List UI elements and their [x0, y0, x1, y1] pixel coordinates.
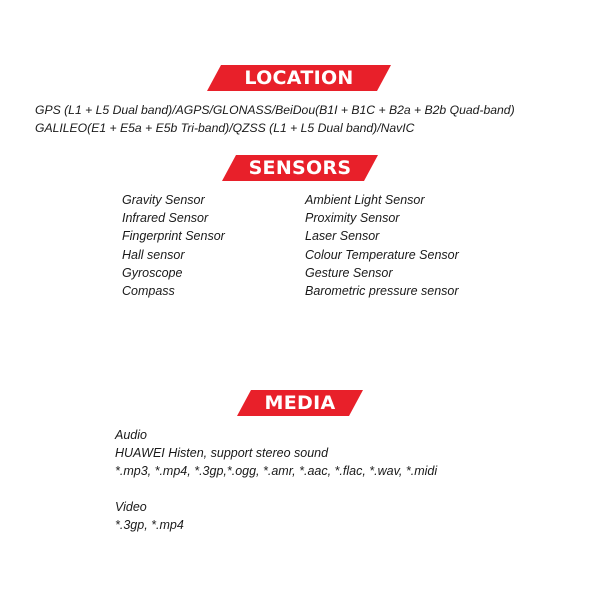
audio-label: Audio — [115, 428, 147, 442]
sensors-left-list — [122, 191, 225, 300]
audio-line-1: HUAWEI Histen, support stereo sound — [115, 446, 329, 460]
sensors-heading-banner — [222, 155, 378, 181]
media-text — [115, 426, 437, 534]
sensors-right-list — [305, 191, 459, 300]
sensor-item: Ambient Light Sensor — [305, 193, 425, 207]
sensor-item: Proximity Sensor — [305, 211, 400, 226]
location-heading: LOCATION — [244, 67, 354, 89]
sensor-item: Gyroscope — [122, 265, 183, 280]
media-heading: MEDIA — [264, 392, 336, 414]
media-heading-banner — [237, 390, 363, 416]
location-line-1: GPS (L1 + L5 Dual band)/AGPS/GLONASS/BeiDou(B1I + B1C + B2a + B2b Quad-band) — [35, 103, 515, 117]
video-label: Video — [115, 500, 147, 514]
location-text — [35, 101, 515, 137]
sensor-item: Gesture Sensor — [305, 265, 393, 280]
sensor-item: Barometric pressure sensor — [305, 284, 459, 299]
sensors-heading: SENSORS — [248, 157, 352, 179]
video-line-1: *.3gp, *.mp4 — [115, 518, 184, 532]
audio-line-2: *.mp3, *.mp4, *.3gp,*.ogg, *.amr, *.aac, *.flac, *.wav, *.midi — [115, 464, 438, 478]
sensor-item: Infrared Sensor — [122, 211, 209, 226]
sensor-item: Fingerprint Sensor — [122, 229, 225, 244]
sensor-item: Compass — [122, 284, 175, 299]
sensor-item: Laser Sensor — [305, 229, 380, 244]
location-heading-banner — [207, 65, 391, 91]
location-line-2: GALILEO(E1 + E5a + E5b Tri-band)/QZSS (L1 + L5 Dual band)/NavIC — [35, 121, 415, 135]
sensor-item: Colour Temperature Sensor — [305, 247, 459, 262]
spacer — [115, 480, 437, 498]
sensor-item: Hall sensor — [122, 247, 185, 262]
sensor-item: Gravity Sensor — [122, 193, 205, 207]
